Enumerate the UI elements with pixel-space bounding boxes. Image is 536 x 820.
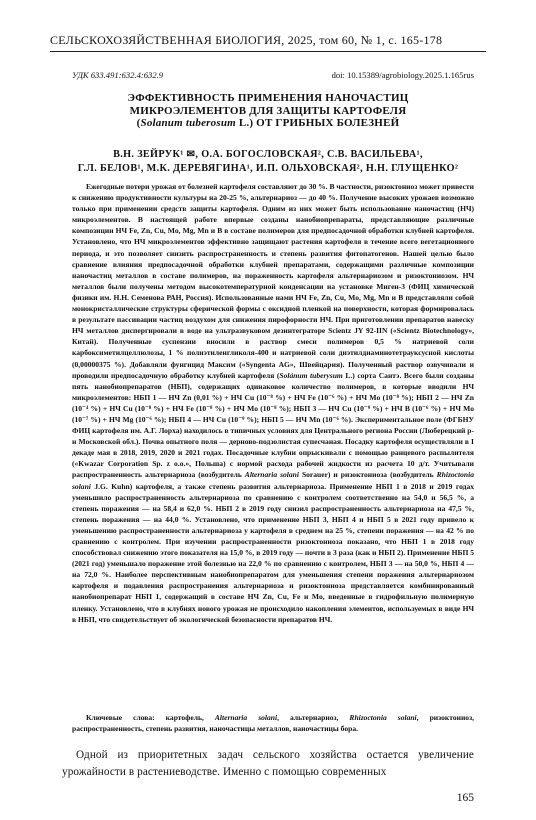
keywords-label: Ключевые слова: картофель, [86, 713, 215, 722]
author-list [60, 148, 476, 175]
keyword-species-1: Alternaria solani [214, 713, 278, 722]
title-line-2: МИКРОЭЛЕМЕНТОВ ДЛЯ ЗАЩИТЫ КАРТОФЕЛЯ [129, 104, 407, 117]
page-number: 165 [456, 792, 474, 804]
title-line-3: (Solanum tuberosum L.) ОТ ГРИБНЫХ БОЛЕЗНЕЙ [136, 117, 400, 129]
authors-line-1: В.Н. ЗЕЙРУК¹ ✉, О.А. БОГОСЛОВСКАЯ², С.В. ВАСИЛЬЕВА¹, [113, 149, 423, 160]
abstract-species-2: Alternaria solani [244, 470, 299, 480]
abstract [72, 181, 474, 694]
article-title [60, 92, 476, 130]
abstract-part-3: Sorauer) и ризоктониоза (возбудитель [298, 470, 437, 480]
abstract-part-2: L.) сорта Сантэ. Всего были созданы пять нанобиопрепаратов (НБП), содержащих одинаковое количество полимеров, в которые вводили НЧ микроэлементов: НБП 1 — НЧ Zn (0,01 %) + НЧ Cu (10⁻⁸ %) + НЧ Fe (10⁻⁶ %) + НЧ Mo (10⁻⁸ %); НБП 2 — НЧ Zn (10⁻⁴ %) + НЧ Cu (10⁻⁸ %) + НЧ Fe (10⁻⁸ %) + НЧ Mo (10⁻⁸ %); НБП 3 — НЧ Cu (10⁻⁹ %) + НЧ B (10⁻⁶ %) + НЧ Mo (10⁻⁷ %) + НЧ Mg (10⁻⁶ %); НБП 4 — НЧ Cu (10⁻⁹ %); НБП 5 — НЧ Mn (10⁻⁶ %). Экспериментальное поле (ФГБНУ ФИЦ картофеля им. А.Г. Лорха) находилось в типичных условиях для Центрального региона России (Люберецкий р-н Московской обл.). Почва опытного поля — дерново-подзолистая супесчаная. Посадку картофеля осуществляли в I декаде мая в 2018, 2019, 2020 и 2021 годах. Посадочные клубни опрыскивали с помощью ранцевого распылителя («Kwazar Corporation Sp. z o.o.», Польша) с нормой расхода рабочей жидкости из расчета 10 д/т. Учитывали распространенность альтернариоза (возбудитель [72, 370, 474, 480]
authors-line-2: Г.Л. БЕЛОВ¹, М.К. ДЕРЕВЯГИНА¹, И.П. ОЛЬХОВСКАЯ², Н.Н. ГЛУЩЕНКО² [77, 162, 459, 174]
abstract-part-4: J.G. Kuhn) картофеля, а также степень развития альтернариоза. Применение НБП 1 в 2018 и 2019 годах уменьшило распространенность альтернариоза по сравнению с контролем соответственно на 54,0 и 56,5 %, а степень поражения — на 58,4 и 62,0 %. НБП 2 в 2019 году снизил распространенность альтернариоза на 47,5 %, степень поражения — на 44,0 %. Установлено, что применение НБП 3, НБП 4 и НБП 5 в 2021 году привело к уменьшению распространенности альтернариоза у картофеля в среднем на 25 %, степени поражения — на 42 % по сравнению с контролем. При изучении распространенности ризоктониоза показано, что НБП 1 в 2018 году способствовал снижению этого показателя на 15,0 %, в 2019 году — почти в 3 раза (как и НБП 2). Применение НБП 5 (2021 год) уменьшало поражение этой болезнью на 22,0 % по сравнению с контролем, НБП 3 — на 50,0 %, НБП 4 — на 72,0 %. Наиболее перспективным нанобиопрепаратом для уменьшения степени поражения альтернариозом картофеля и подавления распространения альтернариоза и ризоктониоза представляется комбинированный нанобиопрепарат НБП 1, содержащий в составе НЧ Zn, Cu, Fe и Mo, введенные в гидрофильную полимерную пленку. Установлено, что в клубнях нового урожая не происходило накопления элементов, используемых в виде НЧ в НБП, что свидетельствует об экологической безопасности препаратов НЧ. [72, 481, 474, 624]
title-line-1: ЭФФЕКТИВНОСТЬ ПРИМЕНЕНИЯ НАНОЧАСТИЦ [127, 92, 409, 104]
keyword-species-2: Rhizoctonia solani [349, 713, 417, 722]
udk-code: УДК 633.491:632.4:632.9 [72, 70, 164, 80]
abstract-part-1: Ежегодные потери урожая от болезней картофеля составляют до 30 %. В частности, ризоктониоз может привести к снижению продуктивности культуры на 20-25 %, альтернариоз — до 40 %. Получение высоких урожаев возможно только при применении средств защиты картофеля. Одним из них может быть использование наночастиц (НЧ) микроэлементов. В настоящей работе впервые созданы нанобиопрепараты, представляющие различные композиции НЧ Fe, Zn, Cu, Mo, Mg, Mn и B в составе полимеров для предпосадочной обработки клубней картофеля. Установлено, что НЧ микроэлементов эффективно защищают растения картофеля в течение всего вегетационного периода, и это позволяет снизить распространенность и степень развития фитопатогенов. Нашей целью было сравнение влияния предпосадочной обработки клубней препаратами, содержащими различные композиции наночастиц металлов в составе полимеров, на пораженность картофеля альтернариозом и ризоктониозом. НЧ металлов были получены методом высокотемпературной конденсации на установке Миген-3 (ФИЦ химической физики им. Н.Н. Семенова РАН, Россия). Использованные нами НЧ Fe, Zn, Cu, Mo, Mg, Mn и B представляли собой монокристаллические структуры сферической формы с оксидной пленкой на поверхности, которая формировалась в результате пассивации частиц воздухом для снижения пирофорности НЧ. При приготовлении препаратов навеску НЧ металлов диспергировали в воде на ультразвуковом дезинтеграторе Scientz JY 92-IIN («Scientz Biotechnology», Китай). Полученные суспензии вносили в раствор смеси полимеров 0,5 % натриевой соли карбоксиметилцеллюлозы, 1 % полиэтиленгликоля-400 и натриевой соли диэтилдиаминотетрауксусной кислоты (0,00000375 %). Добавляли фунгицид Максим («Syngenta AG», Швейцария). Полученный раствор озвучивали и проводили предпосадочную обработку клубней картофеля ( [72, 182, 474, 380]
doi[interactable]: doi: 10.15389/agrobiology.2025.1.165rus [331, 70, 474, 80]
keywords: Ключевые слова: картофель, Alternaria solani, альтернариоз, Rhizoctonia solani, ризоктониоз, распространенность, степень развития, наночастицы металлов, наночастицы бора. [72, 713, 474, 734]
abstract-species-3: Rhizoctonia solani [72, 470, 474, 491]
running-head-text: СЕЛЬСКОХОЗЯЙСТВЕННАЯ БИОЛОГИЯ, 2025, том 60, № 1, с. 165-178 [50, 33, 443, 47]
body-paragraph: Одной из приоритетных задач сельского хозяйства остается увеличение урожайности в растениеводстве. Именно с помощью современных [62, 749, 474, 778]
article-meta [72, 70, 474, 80]
abstract-species-1: Solánum tuberуsum [279, 370, 343, 380]
running-head [50, 26, 486, 52]
species-name: Solanum tuberosum [140, 117, 236, 129]
